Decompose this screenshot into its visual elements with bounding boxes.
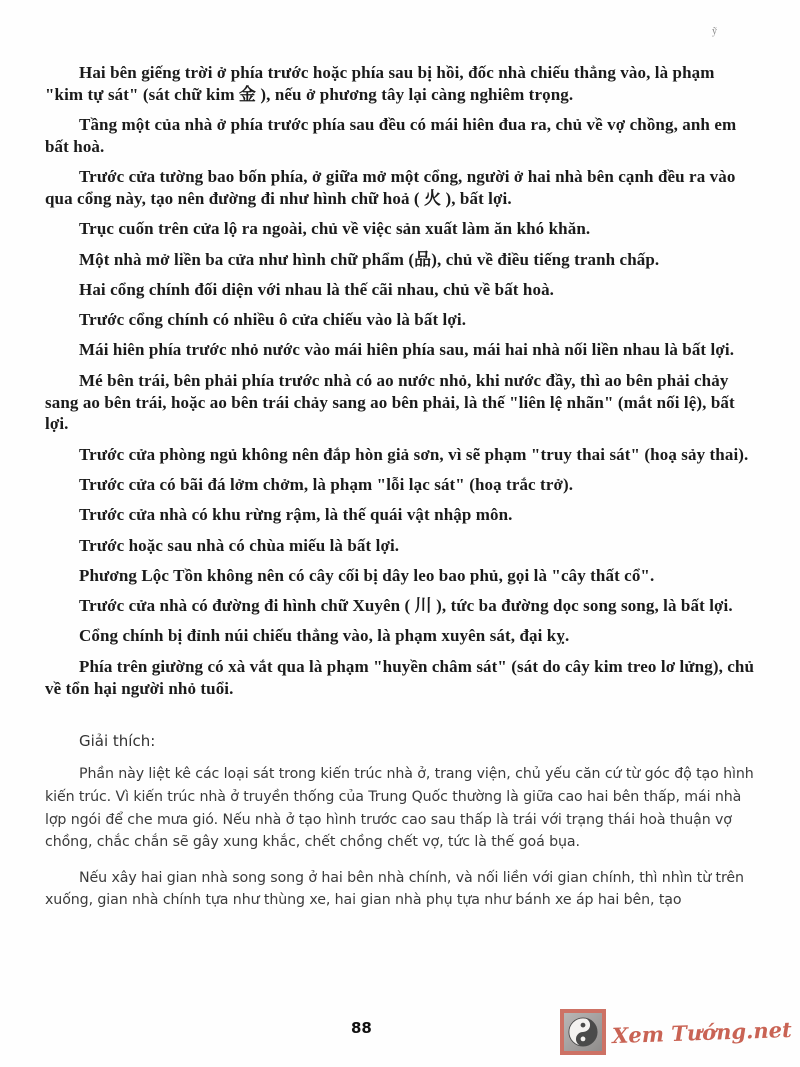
paragraph: Phương Lộc Tồn không nên có cây cối bị dây leo bao phủ, gọi là "cây thất cổ". bbox=[79, 565, 655, 585]
paragraph: Mái hiên phía trước nhỏ nước vào mái hiên phía sau, mái hai nhà nối liền nhau là bất lợi. bbox=[79, 340, 735, 360]
explanation-paragraph: Phần này liệt kê các loại sát trong kiến trúc nhà ở, trang viện, chủ yếu căn cứ từ góc độ tạo hình kiến trúc. Vì kiến trúc nhà ở truyền thống của Trung Quốc thường là giữa cao hai bên thấp, mái nhà lợp ngói để che mưa gió. Nếu nhà ở tạo hình trước cao sau thấp là trái với trạng thái hoà thuận vợ chồng, chắc chắn sẽ gây xung khắc, chết chồng chết vợ, tức là thế goá bụa. bbox=[45, 766, 754, 851]
paragraph: Trước cửa nhà có đường đi hình chữ Xuyên ( 川 ), tức ba đường dọc song song, là bất lợi. bbox=[79, 596, 733, 616]
paragraph: Hai cổng chính đối diện với nhau là thế cãi nhau, chủ về bất hoà. bbox=[79, 279, 555, 299]
explanation-heading: Giải thích: bbox=[79, 732, 156, 751]
explanation-paragraph: Nếu xây hai gian nhà song song ở hai bên nhà chính, và nối liền với gian chính, thì nhìn từ trên xuống, gian nhà chính tựa như thùng xe, hai gian nhà phụ tựa như bánh xe áp hai bên, tạo bbox=[45, 869, 744, 909]
paragraph: Hai bên giếng trời ở phía trước hoặc phía sau bị hồi, đốc nhà chiếu thẳng vào, là phạm "kim tự sát" (sát chữ kim 金 ), nếu ở phương tây lại càng nghiêm trọng. bbox=[45, 63, 715, 104]
paragraph: Trước cửa nhà có khu rừng rậm, là thế quái vật nhập môn. bbox=[79, 505, 513, 525]
yin-yang-icon bbox=[560, 1009, 606, 1055]
watermark-text: Xem Tướng.net bbox=[611, 1016, 793, 1048]
explanation-section bbox=[45, 732, 757, 912]
paragraph: Trước hoặc sau nhà có chùa miếu là bất lợi. bbox=[79, 535, 400, 555]
paragraph: Tầng một của nhà ở phía trước phía sau đều có mái hiên đua ra, chủ về vợ chồng, anh em bất hoà. bbox=[45, 115, 737, 156]
paragraph: Trước cửa phòng ngủ không nên đắp hòn giả sơn, vì sẽ phạm "truy thai sát" (hoạ sảy thai). bbox=[79, 444, 749, 464]
paragraph: Trước cửa tường bao bốn phía, ở giữa mở một cổng, người ở hai nhà bên cạnh đều ra vào qua cổng này, tạo nên đường đi như hình chữ hoả ( 火 ), bất lợi. bbox=[45, 167, 736, 208]
print-artifact: ỹ bbox=[712, 26, 717, 37]
paragraph: Phía trên giường có xà vắt qua là phạm "huyền châm sát" (sát do cây kim treo lơ lửng), chủ về tổn hại người nhỏ tuổi. bbox=[45, 656, 755, 698]
paragraph: Trước cửa có bãi đá lởm chởm, là phạm "lỗi lạc sát" (hoạ trắc trở). bbox=[79, 474, 574, 494]
xemtuong-watermark bbox=[560, 1009, 792, 1055]
page-number: 88 bbox=[351, 1019, 372, 1037]
page-body bbox=[45, 62, 757, 925]
paragraph: Trước cổng chính có nhiều ô cửa chiếu vào là bất lợi. bbox=[79, 310, 467, 330]
paragraph: Mé bên trái, bên phải phía trước nhà có ao nước nhỏ, khi nước đầy, thì ao bên phải chảy sang ao bên trái, hoặc ao bên trái chảy sang ao bên phải, là thế "liên lệ nhãn" (mắt nối lệ), bất lợi. bbox=[45, 370, 735, 434]
paragraph: Một nhà mở liền ba cửa như hình chữ phẩm (品), chủ về điều tiếng tranh chấp. bbox=[79, 249, 660, 269]
paragraph: Trục cuốn trên cửa lộ ra ngoài, chủ về việc sản xuất làm ăn khó khăn. bbox=[79, 219, 591, 239]
paragraph: Cổng chính bị đỉnh núi chiếu thẳng vào, là phạm xuyên sát, đại kỵ. bbox=[79, 626, 570, 646]
